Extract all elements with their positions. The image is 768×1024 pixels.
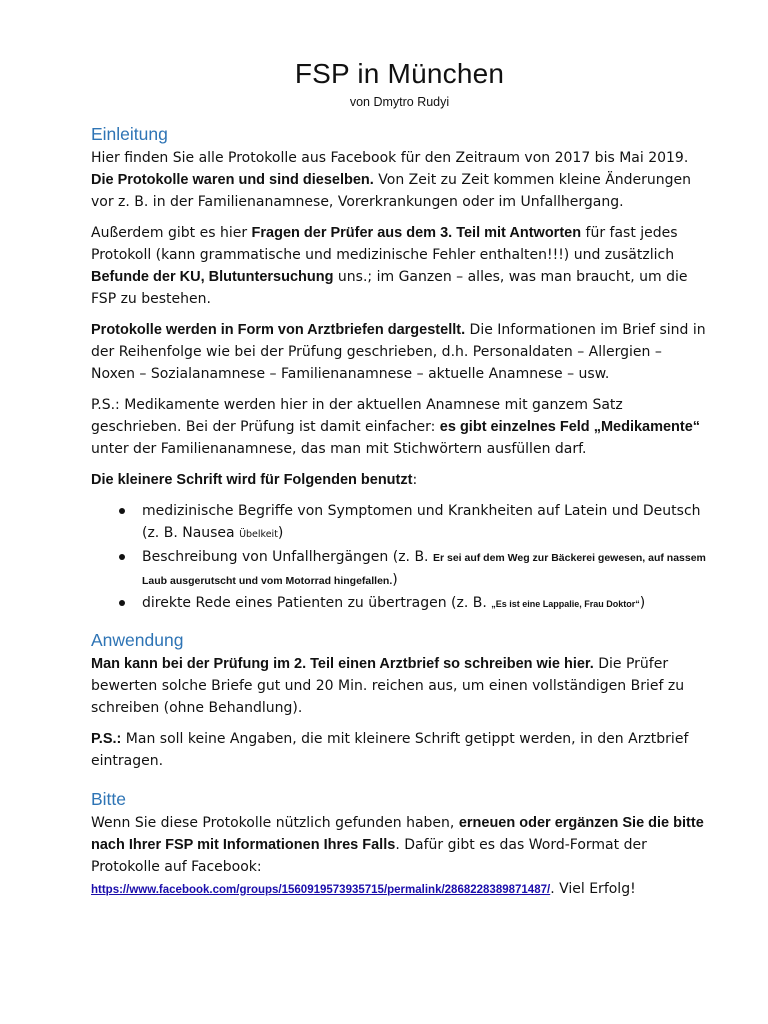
list-item [142, 546, 708, 592]
heading-bitte: Bitte [91, 789, 127, 809]
bold-text: Fragen der Prüfer aus dem 3. Teil mit Antworten [251, 225, 582, 241]
small-text: „Es ist eine Lappalie, Frau Doktor“ [491, 599, 640, 609]
bold-text: Protokolle werden in Form von Arztbriefen dargestellt. [91, 322, 466, 338]
anwendung-paragraph-2 [91, 728, 708, 772]
text: . Viel Erfolg! [550, 881, 636, 897]
text: Hier finden Sie alle Protokolle aus Facebook für den Zeitraum von 2017 bis Mai 2019. [91, 150, 689, 166]
text: Man soll keine Angaben, die mit kleinere Schrift getippt werden, in den Arztbrief eintragen. [91, 731, 689, 769]
text: ) [277, 525, 284, 541]
heading-anwendung: Anwendung [91, 630, 184, 650]
page-title: FSP in München [294, 58, 505, 89]
anwendung-paragraph-1 [91, 653, 708, 719]
text: uns.; im Ganzen – alles, was man braucht, um die FSP zu bestehen. [91, 269, 688, 307]
bold-text: erneuen oder ergänzen Sie die bitte nach Ihrer FSP mit Informationen Ihres Falls [91, 815, 704, 853]
text: für fast jedes Protokoll (kann grammatische und medizinische Fehler enthalten!!!) und zusätzlich [91, 225, 678, 263]
text: ) [392, 572, 398, 588]
text: : [412, 472, 418, 488]
heading-einleitung: Einleitung [91, 124, 168, 144]
text: . Dafür gibt es das Word-Format der Protokolle auf Facebook: [91, 837, 647, 875]
text: Beschreibung von Unfallhergängen (z. B. [142, 549, 433, 565]
list-item [142, 500, 708, 546]
list-item [142, 592, 708, 615]
text: Außerdem gibt es hier [91, 225, 252, 241]
einleitung-paragraph-3 [91, 319, 708, 385]
small-text: Er sei auf dem Weg zur Bäckerei gewesen, auf nassem Laub ausgerutscht und vom Motorrad hingefallen. [142, 552, 706, 587]
einleitung-paragraph-4 [91, 394, 708, 460]
text: Die Informationen im Brief sind in der Reihenfolge wie bei der Prüfung geschrieben, d.h. Personaldaten – Allergien – Noxen – Sozialanamnese – Familienanamnese – aktuelle Anamnese – usw. [91, 322, 706, 382]
bold-text: Befunde der KU, Blutuntersuchung [91, 269, 334, 285]
text: ) [639, 595, 646, 611]
bold-text: Die kleinere Schrift wird für Folgenden benutzt [91, 472, 413, 488]
einleitung-paragraph-1 [91, 147, 708, 213]
text: medizinische Begriffe von Symptomen und Krankheiten auf Latein und Deutsch (z. B. Nausea [142, 503, 701, 541]
facebook-group-link[interactable]: https://www.facebook.com/groups/1560919573935715/permalink/2868228389871487/ [91, 884, 551, 896]
author-line: von Dmytro Rudyi [349, 95, 450, 109]
bold-text: P.S.: [91, 731, 122, 747]
bold-text: Man kann bei der Prüfung im 2. Teil einen Arztbrief so schreiben wie hier. [91, 656, 594, 672]
small-font-list [91, 500, 708, 615]
text: Die Prüfer bewerten solche Briefe gut und 20 Min. reichen aus, um einen vollständigen Brief zu schreiben (ohne Behandlung). [91, 656, 685, 716]
small-text: Übelkeit [239, 529, 278, 540]
text: direkte Rede eines Patienten zu übertragen (z. B. [142, 595, 492, 611]
einleitung-paragraph-2 [91, 222, 708, 310]
bitte-paragraph [91, 812, 708, 901]
bold-text: es gibt einzelnes Feld „Medikamente“ [439, 419, 701, 435]
text: Wenn Sie diese Protokolle nützlich gefunden haben, [91, 815, 459, 831]
text: unter der Familienanamnese, das man mit Stichwörtern ausfüllen darf. [91, 441, 587, 457]
einleitung-paragraph-5 [91, 469, 708, 491]
text: Von Zeit zu Zeit kommen kleine Änderungen vor z. B. in der Familienanamnese, Vorerkrankungen oder im Unfallhergang. [91, 172, 692, 210]
bold-text: Die Protokolle waren und sind dieselben. [91, 172, 374, 188]
text: P.S.: Medikamente werden hier in der aktuellen Anamnese mit ganzem Satz geschrieben. Bei der Prüfung ist damit einfacher: [91, 397, 623, 435]
